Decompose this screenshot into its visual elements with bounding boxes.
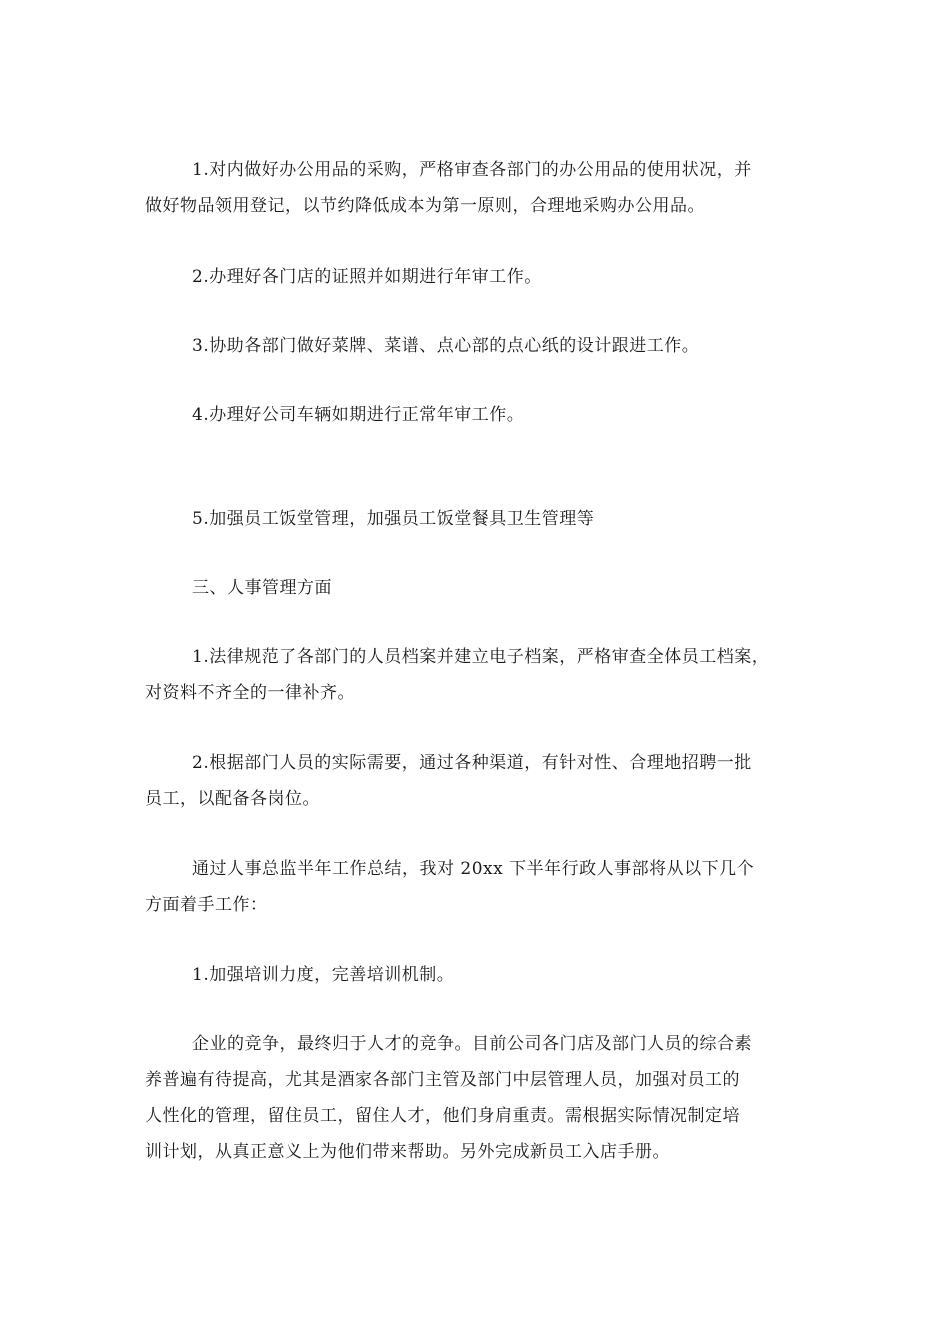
- paragraph-licenses: [145, 259, 825, 295]
- paragraph-line: 4.办理好公司车辆如期进行正常年审工作。: [192, 405, 525, 425]
- paragraph-line: 人性化的管理，留住员工，留住人才，他们身肩重责。需根据实际情况制定培: [145, 1106, 740, 1126]
- paragraph-canteen: [145, 501, 825, 537]
- paragraph-training-heading: [145, 957, 825, 993]
- paragraph-line: 企业的竞争，最终归于人才的竞争。目前公司各门店及部门人员的综合素: [192, 1034, 752, 1054]
- paragraph-line: 5.加强员工饭堂管理，加强员工饭堂餐具卫生管理等: [192, 509, 595, 529]
- paragraph-line: 通过人事总监半年工作总结，我对 20xx 下半年行政人事部将从以下几个: [192, 859, 755, 879]
- section-heading-text: 三、人事管理方面: [192, 578, 332, 598]
- paragraph-line: 养普遍有待提高，尤其是酒家各部门主管及部门中层管理人员，加强对员工的: [145, 1070, 740, 1090]
- paragraph-recruitment: [145, 745, 825, 817]
- paragraph-vehicles: [145, 397, 825, 433]
- paragraph-menu-design: [145, 328, 825, 364]
- paragraph-competition: [145, 1026, 825, 1170]
- paragraph-line: 方面着手工作：: [145, 895, 268, 915]
- paragraph-line: 对资料不齐全的一律补齐。: [145, 683, 355, 703]
- paragraph-office-supplies: [145, 152, 825, 224]
- paragraph-summary-intro: [145, 851, 825, 923]
- paragraph-line: 训计划，从真正意义上为他们带来帮助。另外完成新员工入店手册。: [145, 1142, 670, 1162]
- paragraph-line: 2.办理好各门店的证照并如期进行年审工作。: [192, 267, 542, 287]
- paragraph-personnel-files: [145, 639, 825, 711]
- paragraph-line: 员工，以配备各岗位。: [145, 789, 320, 809]
- section-heading-hr: [145, 570, 825, 606]
- paragraph-line: 2.根据部门人员的实际需要，通过各种渠道，有针对性、合理地招聘一批: [192, 753, 752, 773]
- paragraph-line: 3.协助各部门做好菜牌、菜谱、点心部的点心纸的设计跟进工作。: [192, 336, 700, 356]
- paragraph-line: 1.法律规范了各部门的人员档案并建立电子档案，严格审查全体员工档案，: [192, 647, 770, 667]
- paragraph-line: 1.加强培训力度，完善培训机制。: [192, 965, 455, 985]
- paragraph-line: 1.对内做好办公用品的采购，严格审查各部门的办公用品的使用状况，并: [192, 160, 752, 180]
- paragraph-line: 做好物品领用登记，以节约降低成本为第一原则，合理地采购办公用品。: [145, 196, 705, 216]
